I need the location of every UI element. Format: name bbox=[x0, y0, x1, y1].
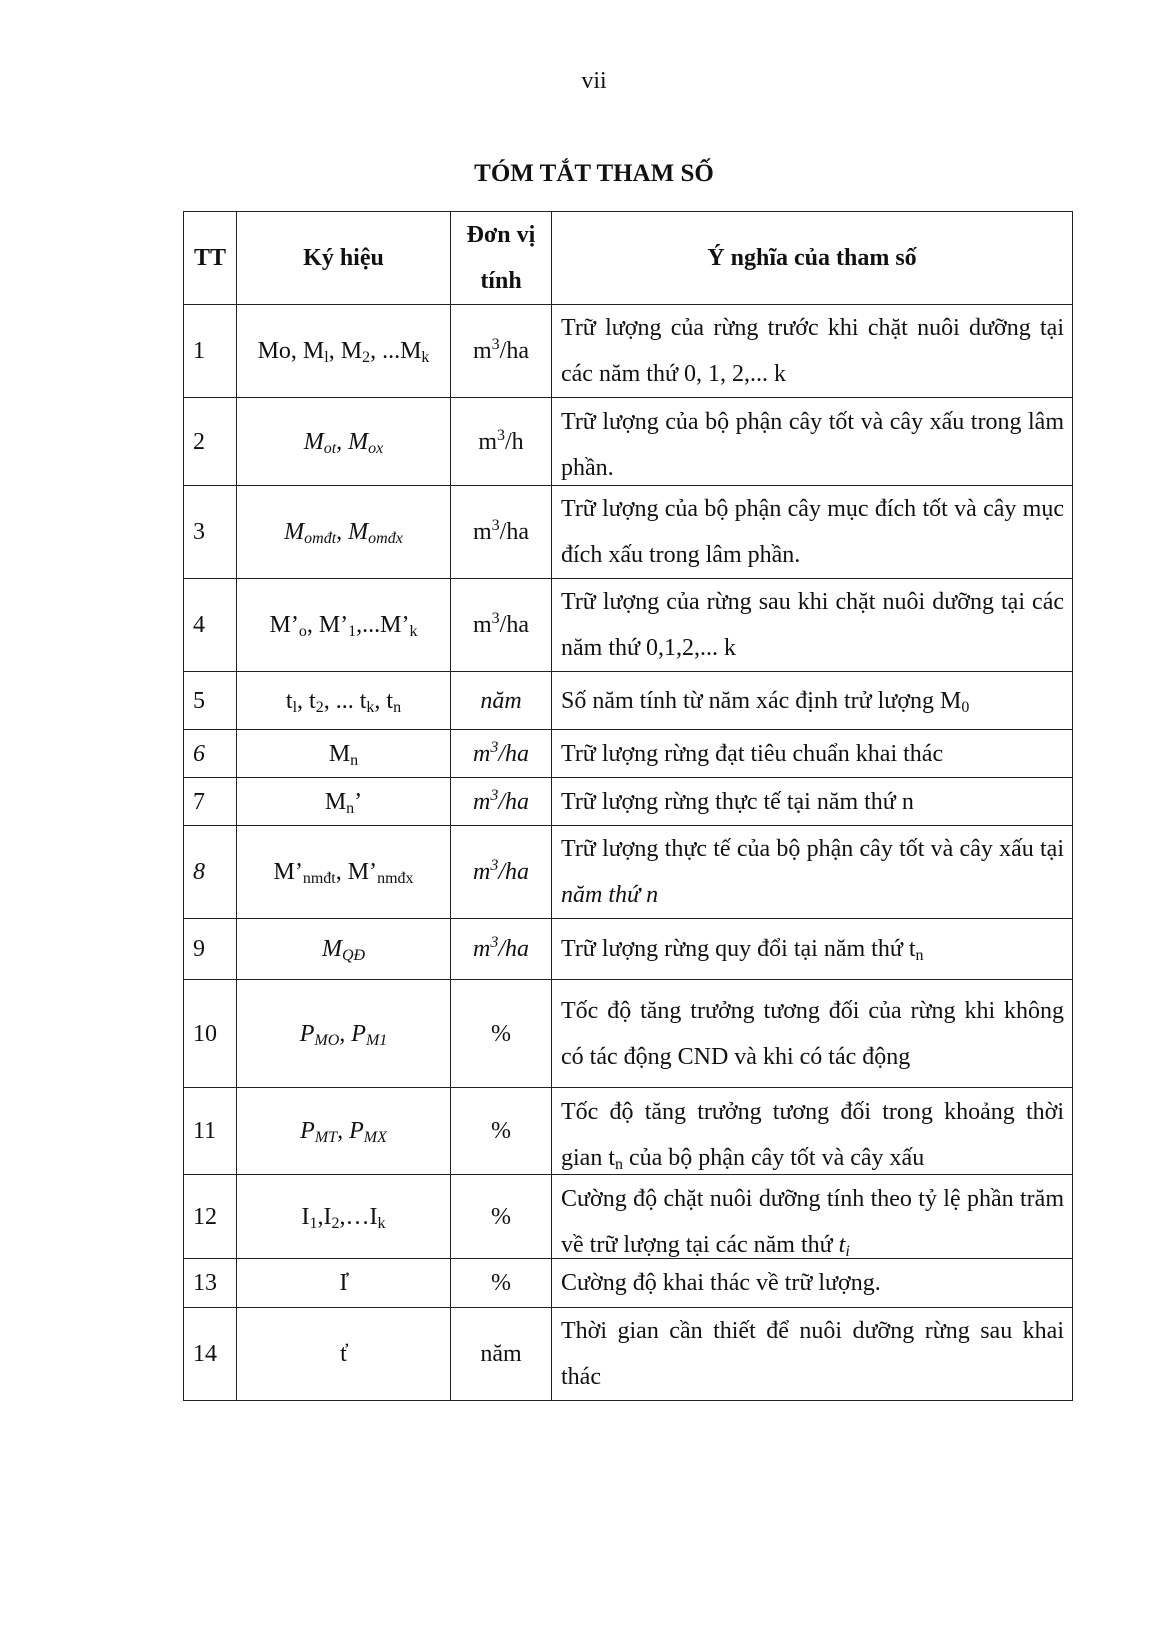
row-unit: $m^3/ha$ bbox=[451, 486, 552, 579]
row-meaning: Trữ lượng rừng đạt tiêu chuẩn khai thác bbox=[552, 730, 1073, 778]
row-tt: 1 bbox=[184, 305, 237, 398]
row-meaning: Tốc độ tăng trưởng tương đối của rừng khi không có tác động CND và khi có tác động bbox=[552, 980, 1073, 1088]
row-tt: 3 bbox=[184, 486, 237, 579]
table-row bbox=[184, 1259, 1073, 1308]
table-row bbox=[184, 398, 1073, 486]
header-tt: TT bbox=[184, 212, 237, 305]
row-unit: năm bbox=[451, 1308, 552, 1401]
row-symbol: Mo, $M_l$, $M_2$, $...M_k$ bbox=[237, 305, 451, 398]
row-symbol: $M_n$ bbox=[237, 730, 451, 778]
table-row bbox=[184, 826, 1073, 919]
page-title: TÓM TẮT THAM SỐ bbox=[474, 160, 714, 187]
table-row bbox=[184, 672, 1073, 730]
row-tt: 6 bbox=[184, 730, 237, 778]
table-row bbox=[184, 1175, 1073, 1259]
row-tt: 13 bbox=[184, 1259, 237, 1308]
row-symbol: $t_l$, $t_2$, ... $t_k$, $t_n$ bbox=[237, 672, 451, 730]
row-meaning: Trữ lượng của rừng trước khi chặt nuôi dưỡng tại các năm thứ 0, 1, 2,... k bbox=[552, 305, 1073, 398]
row-meaning: Trữ lượng thực tế của bộ phận cây tốt và cây xấu tại năm thứ n bbox=[552, 826, 1073, 919]
table-row bbox=[184, 579, 1073, 672]
row-tt: 10 bbox=[184, 980, 237, 1088]
row-symbol: $M’_{nmđt}$, $M’_{nmđx}$ bbox=[237, 826, 451, 919]
row-symbol: I̓ bbox=[237, 1259, 451, 1308]
row-meaning: Số năm tính từ năm xác định trử lượng $M_0$ bbox=[552, 672, 1073, 730]
table-row bbox=[184, 1088, 1073, 1175]
row-tt: 12 bbox=[184, 1175, 237, 1259]
page-number: vii bbox=[581, 68, 607, 94]
row-meaning: Cường độ khai thác về trữ lượng. bbox=[552, 1259, 1073, 1308]
row-unit: % bbox=[451, 980, 552, 1088]
row-meaning: Trữ lượng của bộ phận cây mục đích tốt và cây mục đích xấu trong lâm phần. bbox=[552, 486, 1073, 579]
header-symbol: Ký hiệu bbox=[237, 212, 451, 305]
row-tt: 5 bbox=[184, 672, 237, 730]
table-header-row bbox=[184, 212, 1073, 305]
row-tt: 7 bbox=[184, 778, 237, 826]
row-tt: 9 bbox=[184, 919, 237, 980]
row-symbol: $M_{QĐ}$ bbox=[237, 919, 451, 980]
row-unit: $m^3/ha$ bbox=[451, 305, 552, 398]
header-unit: Đơn vị tính bbox=[451, 212, 552, 305]
table-row bbox=[184, 980, 1073, 1088]
table-row bbox=[184, 919, 1073, 980]
row-symbol: $M_{omđt}$, $M_{omđx}$ bbox=[237, 486, 451, 579]
row-tt: 8 bbox=[184, 826, 237, 919]
row-meaning: Trữ lượng rừng quy đổi tại năm thứ $t_n$ bbox=[552, 919, 1073, 980]
table-row bbox=[184, 778, 1073, 826]
table-row bbox=[184, 486, 1073, 579]
row-tt: 11 bbox=[184, 1088, 237, 1175]
row-symbol: $P_{MO}$, $P_{M1}$ bbox=[237, 980, 451, 1088]
row-symbol: $M_n$’ bbox=[237, 778, 451, 826]
row-symbol: $M_{ot}$, $M_{ox}$ bbox=[237, 398, 451, 486]
row-unit: % bbox=[451, 1088, 552, 1175]
row-meaning: Trữ lượng rừng thực tế tại năm thứ n bbox=[552, 778, 1073, 826]
row-meaning: Thời gian cần thiết để nuôi dưỡng rừng sau khai thác bbox=[552, 1308, 1073, 1401]
row-unit: $m^3/ha$ bbox=[451, 730, 552, 778]
row-unit: $m^3/ha$ bbox=[451, 919, 552, 980]
row-symbol: $M’_o$, $M’_1,...M’_k$ bbox=[237, 579, 451, 672]
table-row bbox=[184, 1308, 1073, 1401]
header-meaning: Ý nghĩa của tham số bbox=[552, 212, 1073, 305]
table-row bbox=[184, 730, 1073, 778]
row-unit: % bbox=[451, 1175, 552, 1259]
row-symbol: t̓ bbox=[237, 1308, 451, 1401]
parameter-table bbox=[183, 211, 1073, 1401]
row-meaning: Tốc độ tăng trưởng tương đối trong khoảng thời gian $t_n$ của bộ phận cây tốt và cây xấu bbox=[552, 1088, 1073, 1175]
row-unit: $m^3/h$ bbox=[451, 398, 552, 486]
row-unit: $m^3/ha$ bbox=[451, 826, 552, 919]
row-tt: 14 bbox=[184, 1308, 237, 1401]
row-meaning: Cường độ chặt nuôi dưỡng tính theo tỷ lệ phần trăm về trữ lượng tại các năm thứ $t_i$ bbox=[552, 1175, 1073, 1259]
row-unit: % bbox=[451, 1259, 552, 1308]
row-meaning: Trữ lượng của rừng sau khi chặt nuôi dưỡng tại các năm thứ 0,1,2,... k bbox=[552, 579, 1073, 672]
row-symbol: $I_1,I_2,\dots I_k$ bbox=[237, 1175, 451, 1259]
row-meaning: Trữ lượng của bộ phận cây tốt và cây xấu trong lâm phần. bbox=[552, 398, 1073, 486]
row-tt: 4 bbox=[184, 579, 237, 672]
row-unit: năm bbox=[451, 672, 552, 730]
row-unit: $m^3/ha$ bbox=[451, 579, 552, 672]
row-symbol: $P_{MT}$, $P_{MX}$ bbox=[237, 1088, 451, 1175]
row-tt: 2 bbox=[184, 398, 237, 486]
row-unit: $m^3/ha$ bbox=[451, 778, 552, 826]
table-row bbox=[184, 305, 1073, 398]
